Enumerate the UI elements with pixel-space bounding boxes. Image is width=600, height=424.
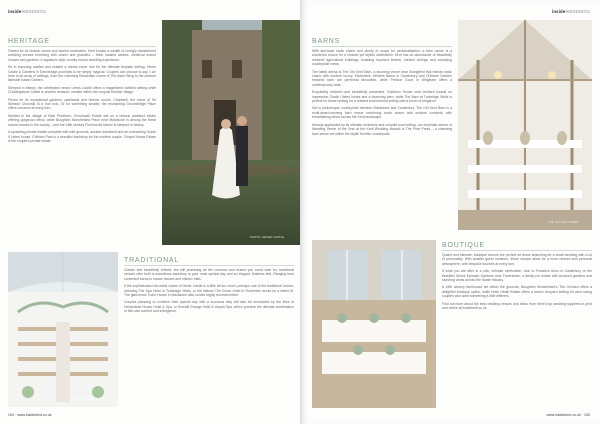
heritage-paragraph: Nestled in the village of East Peckham, Oxonhoath Estate sits on a historic parkland estate offering gorgeous views, while Boughton Monchelsea Place near Maidstone is among the finest manor houses in the county – and the 16th century Finchcocks Manor is steeped in history. bbox=[8, 113, 156, 127]
right-page bbox=[300, 0, 600, 424]
page-footer: www.insidekent.co.uk · 105 bbox=[546, 413, 590, 417]
section-title-boutique: BOUTIQUE bbox=[442, 242, 485, 249]
traditional-paragraph: Couples planning to combine their special day with a luxurious stay will also be enchanted by the likes of Hempstead House Hotel & Spa, or Rowhill Grange Hotel & Utopia Spa, which promise the ultimate combination of five-star comfort and indulgence. bbox=[124, 300, 294, 314]
barns-paragraph: Exquisitely restored and beautifully presented, Godinton House near Ashford boasts an impressive Grade I listed house and a charming barn, while The Barn at Tunbridge Wells is perfect for those looking for a relaxed and informal setting with a touch of elegance. bbox=[312, 90, 452, 104]
heritage-body bbox=[8, 49, 156, 245]
heritage-paragraph: Famed for its historic charm and storied landmarks, Kent boasts a wealth of lovingly transformed wedding venues brimming with charm and grandeur – think moated castles, medieval manor houses and gardens. A signature style country manor wedding experience. bbox=[8, 49, 156, 62]
castle-photo-illustration bbox=[162, 20, 300, 245]
barns-paragraph: Set in picturesque countryside between Maidstone and Canterbury, The Old Kent Barn is a multi-award-winning barn venue combining rustic charm with modern comforts, with breathtaking views across the Kent landscape. bbox=[312, 106, 452, 120]
traditional-paragraph: Classic and beautifully refined, but still promising all the romance and drama you could wish for, traditional venues offer both a marvellous backdrop to your most special day and an elegant, timeless feel. Ranging from converted barns to manor houses and historic halls. bbox=[124, 268, 294, 281]
castle-wedding-photo bbox=[162, 20, 300, 245]
brand-label: inside bbox=[552, 9, 566, 14]
title-divider bbox=[8, 46, 156, 47]
barns-body bbox=[312, 49, 452, 235]
section-label: WEDDINGS bbox=[565, 9, 590, 14]
heritage-paragraph: Prized for its exceptional gardens, parklands and historic rooms, Chartwell, the home of Sir Winston Churchill, is a true icon. Or for something smaller, the enchanting Groombridge Place offers romance at every turn. bbox=[8, 97, 156, 111]
boutique-photo-illustration bbox=[312, 240, 436, 408]
barns-paragraph: Already applauded by its ultimate reviewers and unspoilt rural setting, our emphatic winner of Wedding Venue of the Year at the Kent Wedding Awards is The Pear Press – a charming barn venue set within the idyllic Kentish countryside. bbox=[312, 122, 452, 136]
section-title-heritage: HERITAGE bbox=[8, 38, 50, 45]
footer-site: www.insidekent.co.uk bbox=[17, 413, 52, 417]
boutique-paragraph: If what you are after is a chic, intimate celebration, look to Fordwich Arms in Canterbury or the beautiful Mount Ephraim Gardens near Faversham, a family-run estate with terraced gardens and stunning views across the Swale estuary. bbox=[442, 269, 592, 283]
boutique-paragraph: A 16th century farmhouse set within the grounds, Boughton Monchelsea's The Orchard offers a delightful boutique option, while Hush Heath Estate offers a scenic vineyard setting for wine-loving couples who want something a little different. bbox=[442, 285, 592, 299]
section-label: WEDDINGS bbox=[21, 9, 46, 14]
photo-credit: THE OLD KENT BARN bbox=[548, 221, 579, 224]
footer-site: www.insidekent.co.uk bbox=[546, 413, 581, 417]
page-footer: 104 · www.insidekent.co.uk bbox=[8, 413, 52, 417]
ceremony-photo-illustration bbox=[8, 252, 118, 407]
boutique-paragraph: Quaint and intimate, boutique venues are perfect for those searching for a small wedding with a lot of personality. With smaller guest numbers, these venues allow for a more relaxed and personal atmosphere, with bespoke touches at every turn. bbox=[442, 253, 592, 266]
boutique-body bbox=[442, 253, 592, 407]
barn-interior-photo bbox=[458, 20, 592, 230]
section-title-traditional: TRADITIONAL bbox=[124, 257, 180, 264]
boutique-venue-photo bbox=[312, 240, 436, 408]
section-title-barns: BARNS bbox=[312, 38, 341, 45]
title-divider bbox=[124, 265, 294, 266]
heritage-paragraph: A sprawling private estate complete with wild grounds, ancient woodland and an enchanting Grade II Listed house, Chilham Park is a beautiful backdrop for the modern couple. Chapel House Estate is the couple's private estate. bbox=[8, 130, 156, 143]
heritage-paragraph: Steeped in history, the celebrated venue Leeds Castle offers a magnificent fortified setting while Chiddingstone Castle is another treasure, nestled within the unspoilt Kentish village. bbox=[8, 85, 156, 95]
page-header bbox=[552, 9, 590, 14]
photo-credit: TERRACE GARDENS bbox=[68, 398, 97, 401]
photo-credit: PHOTO: HEVER CASTLE bbox=[250, 236, 285, 239]
page-number: 105 bbox=[584, 413, 590, 417]
barns-paragraph: The latest arrival is The Old Kent Barn, a stunning venue near Swingfield that blends rustic charm with modern luxury. Elsewhere, Winters Barns in Canterbury and Chilham Castle's restored barn are perennial favourites, while Preston Court in Wingham offers a contemporary twist. bbox=[312, 69, 452, 87]
traditional-body bbox=[124, 268, 294, 408]
ceremony-photo bbox=[8, 252, 118, 407]
page-header bbox=[8, 9, 46, 14]
barn-photo-illustration bbox=[458, 20, 592, 230]
page-number: 104 bbox=[8, 413, 14, 417]
brand-label: inside bbox=[8, 9, 22, 14]
boutique-paragraph: Find out more about the best wedding venues and ideas from Kent's top wedding suppliers in print and online at insidekent.co.uk bbox=[442, 301, 592, 311]
title-divider bbox=[312, 46, 452, 47]
title-divider bbox=[442, 250, 592, 251]
barns-paragraph: With laid-back rustic charm and plenty of scope for personalisation, a barn venue is a wonderful choice for a relaxed yet stylish celebration. Kent has an abundance of beautifully restored agricultural buildings, boasting exposed beams, vaulted ceilings and sweeping countryside views. bbox=[312, 49, 452, 67]
traditional-paragraph: If the sophisticated old-world charm of Hever Castle is a little bit too much, perhaps one of the traditional homes, including The Spa Hotel in Tunbridge Wells, or the historic The Grove Hotel in Rochester would be a better fit. The glamorous Tudor House in Maidstone also comes highly recommended. bbox=[124, 284, 294, 298]
heritage-paragraph: It's in imposing castles and estates a dream come true for the ultimate fairytale setting. Hever Castle & Gardens in Edenbridge promises to be simply magical. Couples can choose to say 'I do' here in an array of settings, from the charming Edwardian rooms of The Astor Wing to the outdoor lakeside Italian Garden. bbox=[8, 65, 156, 83]
